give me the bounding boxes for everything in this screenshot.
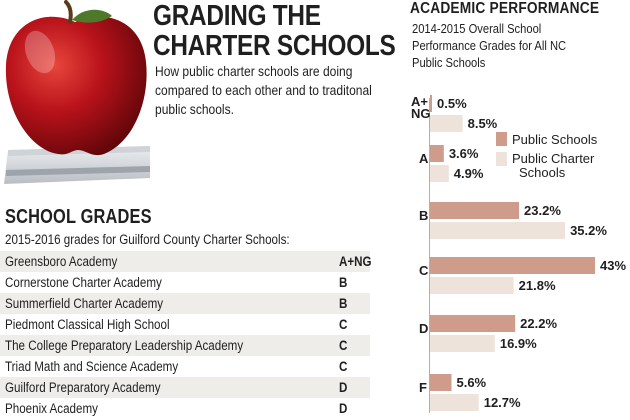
charter-schools-bar [430, 394, 479, 411]
school-name-text: Guilford Preparatory Academy [5, 380, 161, 395]
bar-value-label: 12.7% [483, 395, 521, 410]
bar-value-label: 5.6% [456, 375, 487, 390]
public-schools-bar [430, 374, 451, 391]
bar-value-label: 4.9% [453, 166, 484, 181]
category-label: A+ [411, 94, 428, 109]
charter-schools-bar [430, 277, 514, 294]
headline-line-1: GRADING THE [153, 0, 321, 32]
public-schools-bar [430, 95, 432, 112]
school-grade-text: C [339, 338, 348, 353]
school-name-text: Greensboro Academy [5, 254, 118, 269]
bar-value-label: 21.8% [518, 278, 556, 293]
public-schools-bar [430, 257, 595, 274]
school-grades-title-text: SCHOOL GRADES [5, 206, 152, 228]
category-label: A [419, 151, 429, 166]
bar-value-label: 43% [600, 258, 627, 273]
legend-label-public: Public Schools [512, 132, 598, 147]
bar-value-label: 35.2% [570, 223, 607, 238]
subtitle-text: How public charter schools are doing compared to each other and to traditonal public schools. [155, 63, 372, 117]
public-schools-bar [430, 145, 444, 162]
school-grade-text: C [339, 359, 348, 374]
bar-value-label: 22.2% [520, 316, 558, 331]
school-grade-text: A+NG [339, 254, 372, 269]
public-schools-bar [430, 202, 519, 219]
school-name-text: Triad Math and Science Academy [5, 359, 179, 374]
legend-swatch-public [496, 132, 507, 146]
charter-schools-bar [430, 165, 449, 182]
school-name-text: Phoenix Academy [5, 401, 98, 416]
bar-value-label: 16.9% [499, 336, 537, 351]
legend-swatch-charter [496, 152, 507, 166]
school-name-text: Summerfield Charter Academy [5, 296, 164, 311]
school-grade-text: B [339, 296, 348, 311]
bar-value-label: 0.5% [437, 96, 467, 111]
bar-value-label: 23.2% [524, 203, 561, 218]
headline-line-2: CHARTER SCHOOLS [153, 30, 396, 62]
category-label: D [419, 321, 429, 336]
public-schools-bar [430, 315, 515, 332]
school-name-text: Piedmont Classical High School [5, 317, 170, 332]
school-grade-text: B [339, 275, 348, 290]
school-name-text: Cornerstone Charter Academy [5, 275, 162, 290]
charter-schools-bar [430, 335, 495, 352]
school-grades-subtitle-text: 2015-2016 grades for Guilford County Charter Schools: [5, 232, 290, 247]
academic-performance-subtitle-text: 2014-2015 Overall School Performance Grades for All NC Public Schools [412, 21, 567, 70]
academic-performance-title-text: ACADEMIC PERFORMANCE [410, 0, 600, 17]
legend-label-charter: Public Charter [512, 151, 595, 166]
school-grade-text: C [339, 317, 348, 332]
category-label: B [419, 208, 429, 223]
legend-label-charter-line2: Schools [519, 165, 566, 180]
school-name-text: The College Preparatory Leadership Academy [5, 338, 244, 353]
category-label: C [419, 263, 429, 278]
bar-value-label: 8.5% [467, 116, 498, 131]
charter-schools-bar [430, 115, 463, 132]
bar-value-label: 3.6% [448, 146, 479, 161]
charter-schools-bar [430, 222, 565, 239]
category-label: NG [411, 106, 431, 121]
school-grade-text: D [339, 401, 348, 416]
category-label: F [419, 380, 427, 395]
school-grade-text: D [339, 380, 348, 395]
